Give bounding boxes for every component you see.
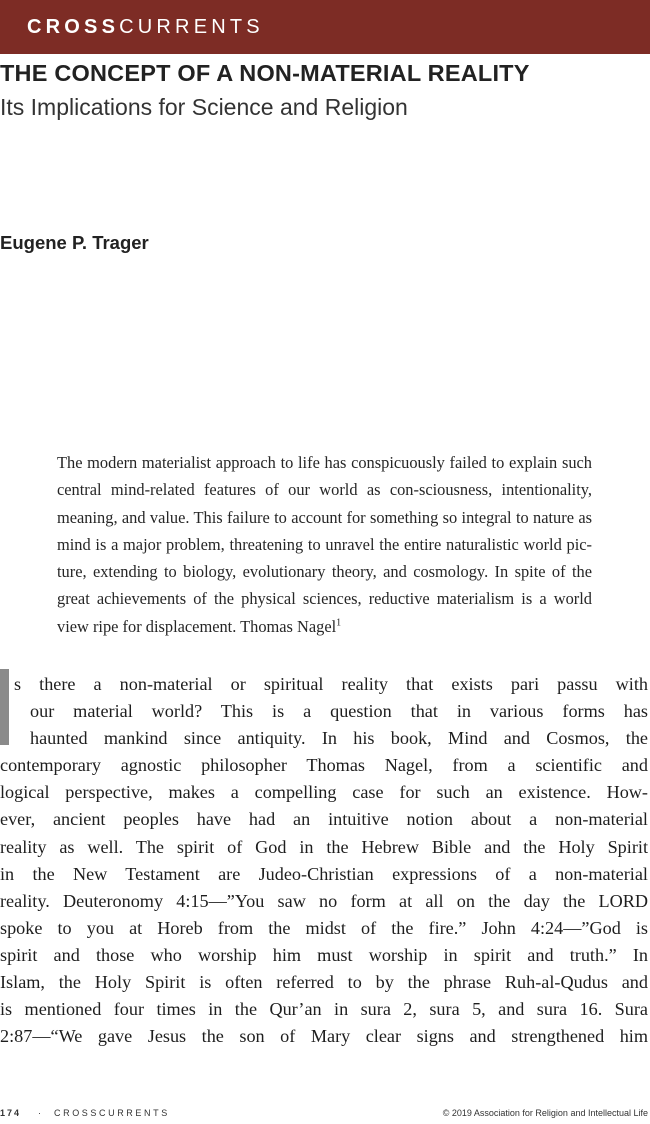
body-line: logical perspective, makes a compelling case for such an existence. How-: [0, 782, 648, 803]
article-title: THE CONCEPT OF A NON-MATERIAL REALITY: [0, 60, 530, 86]
footer-separator: ·: [38, 1108, 41, 1118]
article-subtitle: Its Implications for Science and Religion: [0, 94, 408, 120]
body-line: s there a non-material or spiritual reality that exists pari passu with: [14, 674, 648, 694]
body-line: haunted mankind since antiquity. In his book, Mind and Cosmos, the: [30, 728, 648, 749]
body-line: contemporary agnostic philosopher Thomas Nagel, from a scientific and: [0, 755, 648, 776]
body-line: Islam, the Holy Spirit is often referred to by the phrase Ruh-al-Qudus and: [0, 972, 648, 993]
page-number: 174: [0, 1108, 22, 1118]
body-line: our material world? This is a question that in various forms has: [30, 701, 648, 722]
footnote-ref: 1: [336, 617, 342, 629]
body-line: is mentioned four times in the Qur’an in sura 2, sura 5, and sura 16. Sura: [0, 999, 648, 1020]
body-line: spirit and those who worship him must worship in spirit and truth.” In: [0, 944, 648, 965]
body-line: in the New Testament are Judeo-Christian expressions of a non-material: [0, 863, 648, 884]
copyright-notice: © 2019 Association for Religion and Intellectual Life: [442, 1108, 648, 1118]
epigraph-text: The modern materialist approach to life has conspicuously failed to explain such central mind-related features of our world as con-sciousness, intentionality, meaning, and value. This failure to account for something so integral to nature as mind is a major problem, threatening to unravel the entire naturalistic world pic-ture, extending to biology, evolutionary theory, and cosmology. In spite of the great achievements of the physical sciences, reductive materialism is a world view ripe for displacement. Thomas Nagel: [57, 453, 592, 636]
footer-journal-name: CROSSCURRENTS: [54, 1108, 170, 1118]
body-line: reality as well. The spirit of God in the Hebrew Bible and the Holy Spirit: [0, 836, 648, 857]
page-footer: [0, 1108, 648, 1122]
body-text: [0, 671, 648, 1050]
body-line: reality. Deuteronomy 4:15—”You saw no form at all on the day the LORD: [0, 890, 648, 911]
author-name: Eugene P. Trager: [0, 232, 149, 253]
body-line: spoke to you at Horeb from the midst of the fire.” John 4:24—”God is: [0, 917, 648, 938]
journal-name-bold: CROSS: [27, 15, 120, 38]
body-line: ever, ancient peoples have had an intuitive notion about a non-material: [0, 809, 648, 830]
epigraph: [57, 449, 592, 640]
journal-banner: [0, 0, 650, 54]
journal-name-light: CURRENTS: [119, 15, 264, 38]
body-line: 2:87—“We gave Jesus the son of Mary clear signs and strengthened him: [0, 1026, 648, 1047]
